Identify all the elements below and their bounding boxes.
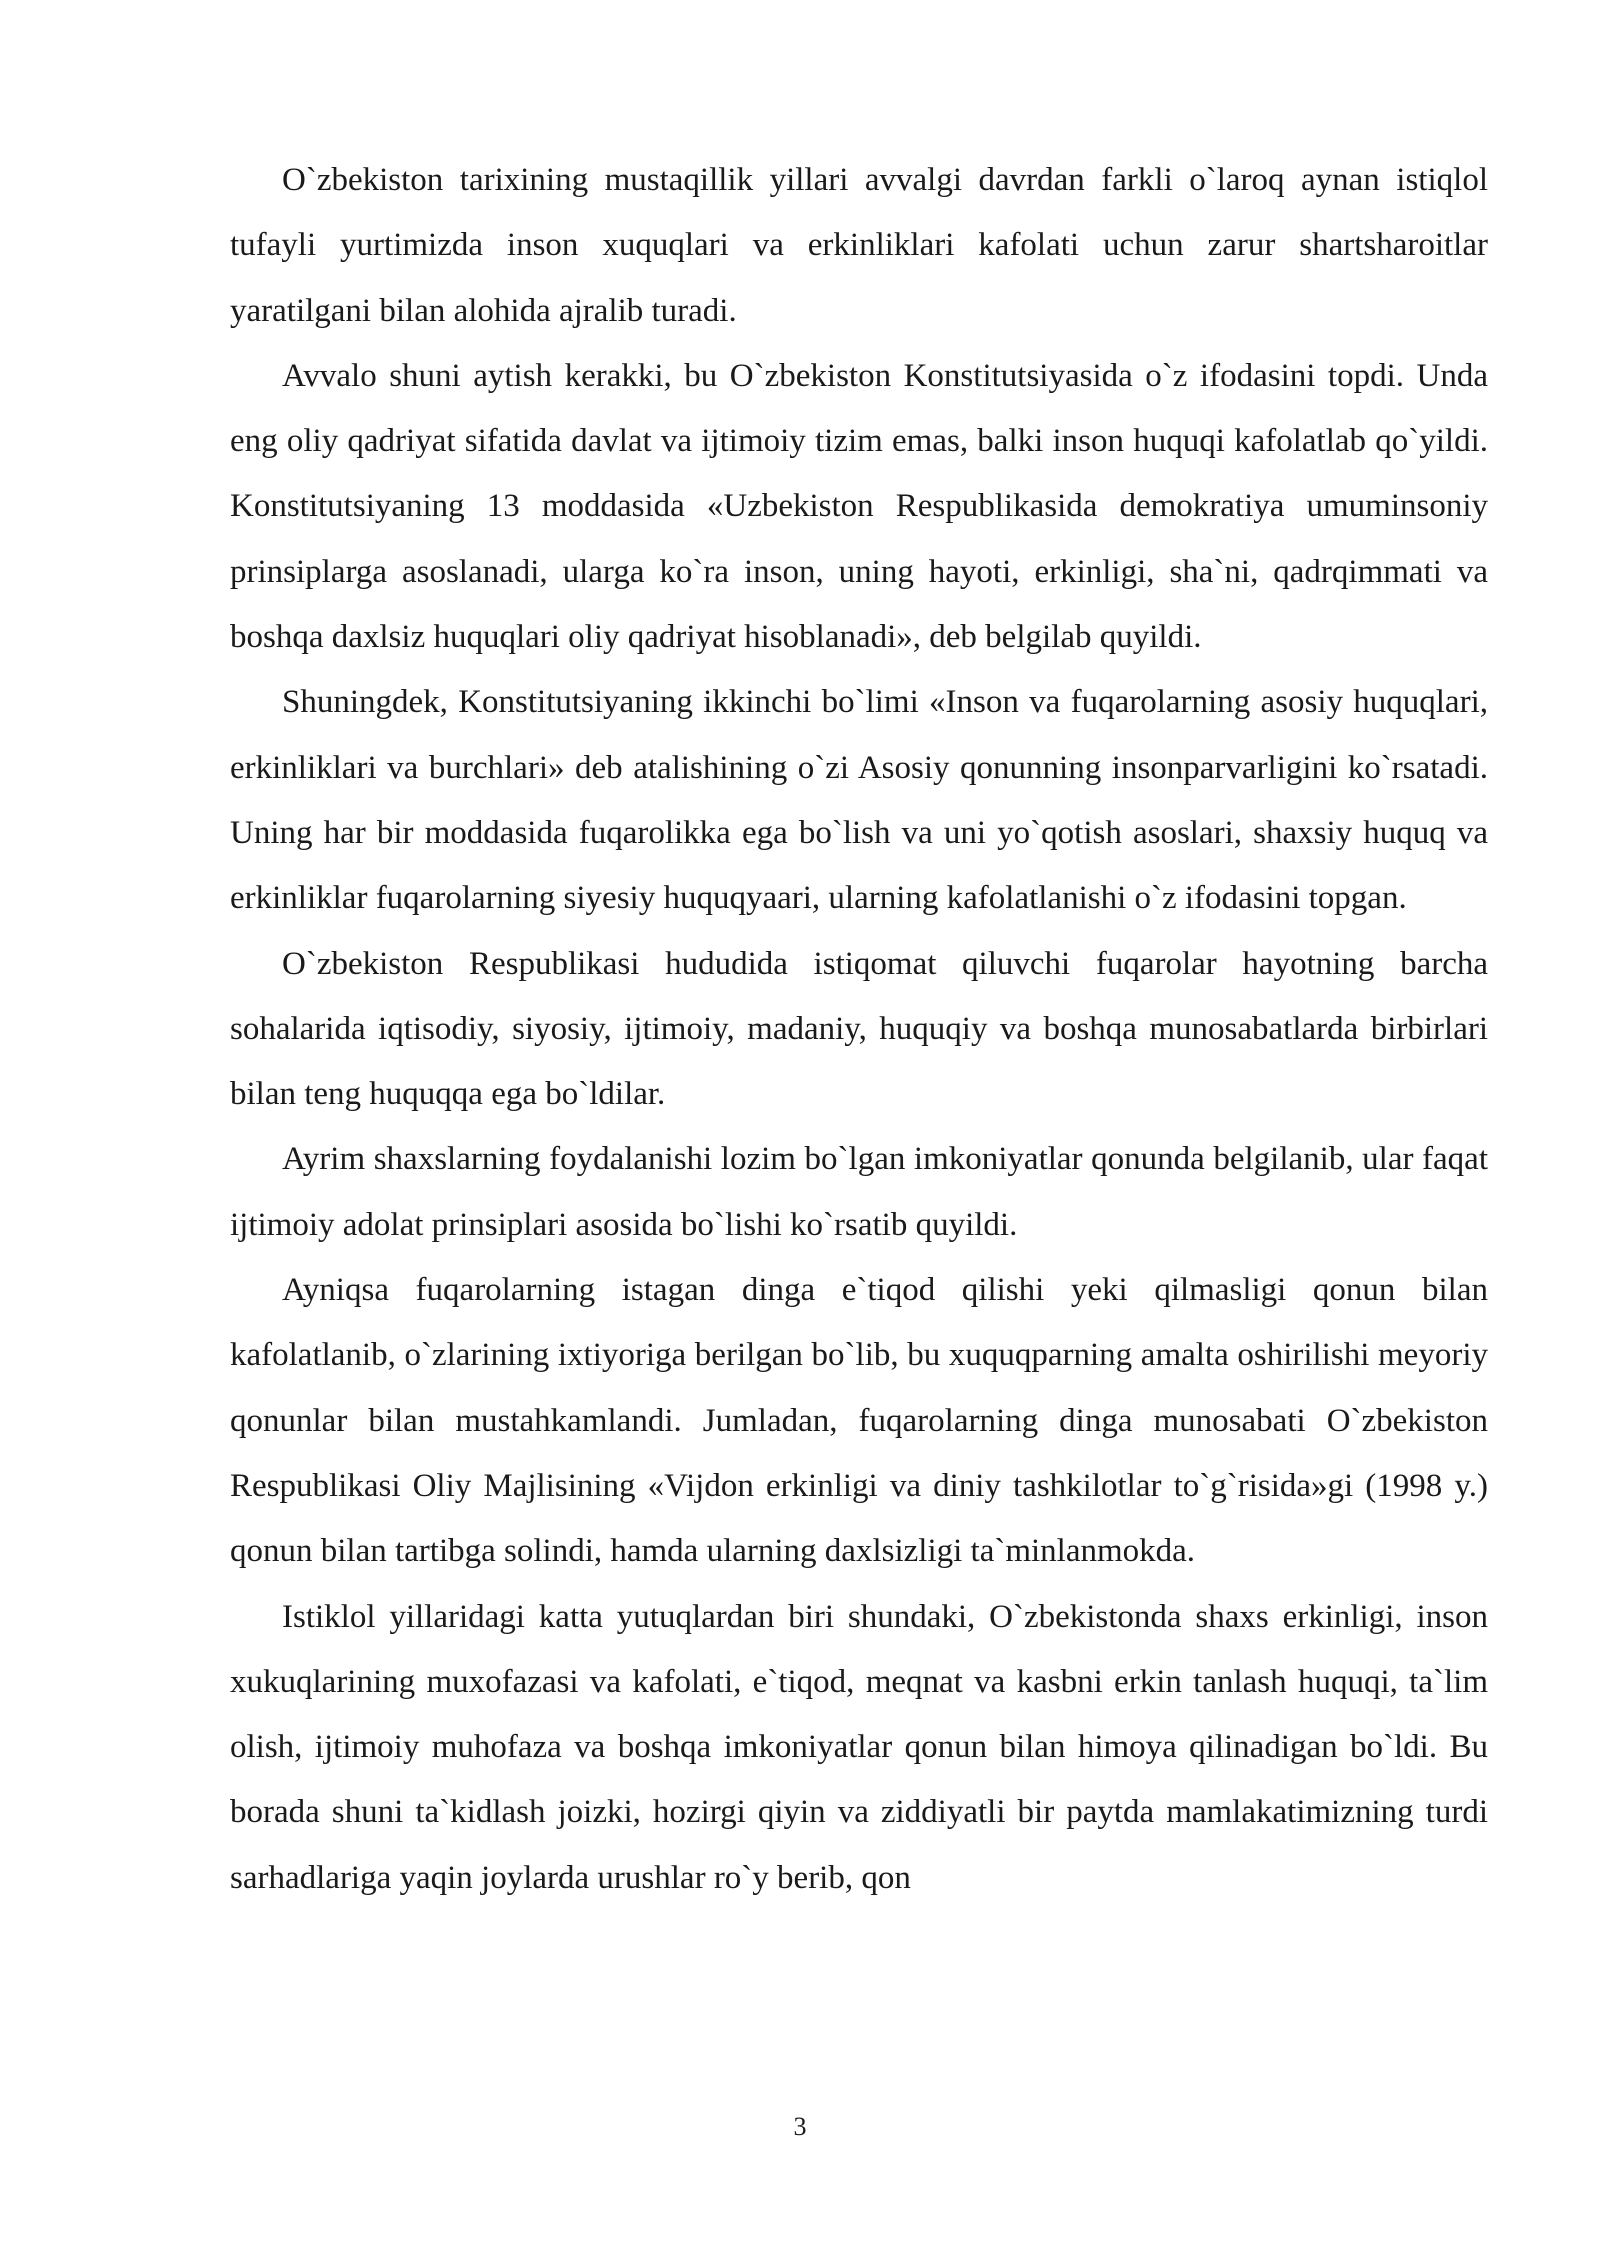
- paragraph: O`zbekiston Respublikasi hududida istiqomat qiluvchi fuqarolar hayotning barcha sohalarida iqtisodiy, siyosiy, ijtimoiy, madaniy, huquqiy va boshqa munosabatlarda birbirlari bilan teng huquqqa ega bo`ldilar.: [230, 945, 1488, 1113]
- paragraph: Ayniqsa fuqarolarning istagan dinga e`tiqod qilishi yeki qilmasligi qonun bilan kafolatlanib, o`zlarining ixtiyoriga berilgan bo`lib, bu xuquqparning amalta oshirilishi meyoriy qonunlar bilan mustahkamlandi. Jumladan, fuqarolarning dinga munosabati O`zbekiston Respublikasi Oliy Majlisining «Vijdon erkinligi va diniy tashkilotlar to`g`risida»gi (1998 y.) qonun bilan tartibga solindi, hamda ularning daxlsizligi ta`minlanmokda.: [230, 1272, 1488, 1570]
- paragraph: Istiklol yillaridagi katta yutuqlardan biri shundaki, O`zbekistonda shaxs erkinligi, inson xukuqlarining muxofazasi va kafolati, e`tiqod, meqnat va kasbni erkin tanlash huquqi, ta`lim olish, ijtimoiy muhofaza va boshqa imkoniyatlar qonun bilan himoya qilinadigan bo`ldi. Bu borada shuni ta`kidlash joizki, hozirgi qiyin va ziddiyatli bir paytda mamlakatimizning turdi sarhadlariga yaqin joylarda urushlar ro`y berib, qon: [230, 1598, 1488, 1896]
- paragraph: Shuningdek, Konstitutsiyaning ikkinchi bo`limi «Inson va fuqarolarning asosiy huquqlari, erkinliklari va burchlari» deb atalishining o`zi Asosiy qonunning insonparvarligini ko`rsatadi. Uning har bir moddasida fuqarolikka ega bo`lish va uni yo`qotish asoslari, shaxsiy huquq va erkinliklar fuqarolarning siyesiy huquqyaari, ularning kafolatlanishi o`z ifodasini topgan.: [230, 684, 1488, 917]
- paragraph: Ayrim shaxslarning foydalanishi lozim bo`lgan imkoniyatlar qonunda belgilanib, ular faqat ijtimoiy adolat prinsiplari asosida bo`lishi ko`rsatib quyildi.: [230, 1141, 1488, 1243]
- paragraph: Avvalo shuni aytish kerakki, bu O`zbekiston Konstitutsiyasida o`z ifodasini topdi. Unda eng oliy qadriyat sifatida davlat va ijtimoiy tizim emas, balki inson huquqi kafolatlab qo`yildi. Konstitutsiyaning 13 moddasida «Uzbekiston Respublikasida demokratiya umuminsoniy prinsiplarga asoslanadi, ularga ko`ra inson, uning hayoti, erkinligi, sha`ni, qadrqimmati va boshqa daxlsiz huquqlari oliy qadriyat hisoblanadi», deb belgilab quyildi.: [230, 357, 1488, 656]
- paragraph: O`zbekiston tarixining mustaqillik yillari avvalgi davrdan farkli o`laroq aynan istiqlol tufayli yurtimizda inson xuquqlari va erkinliklari kafolati uchun zarur shartsharoitlar yaratilgani bilan alohida ajralib turadi.: [230, 162, 1488, 329]
- page-number: 3: [793, 2112, 807, 2141]
- document-body: [230, 148, 1488, 1911]
